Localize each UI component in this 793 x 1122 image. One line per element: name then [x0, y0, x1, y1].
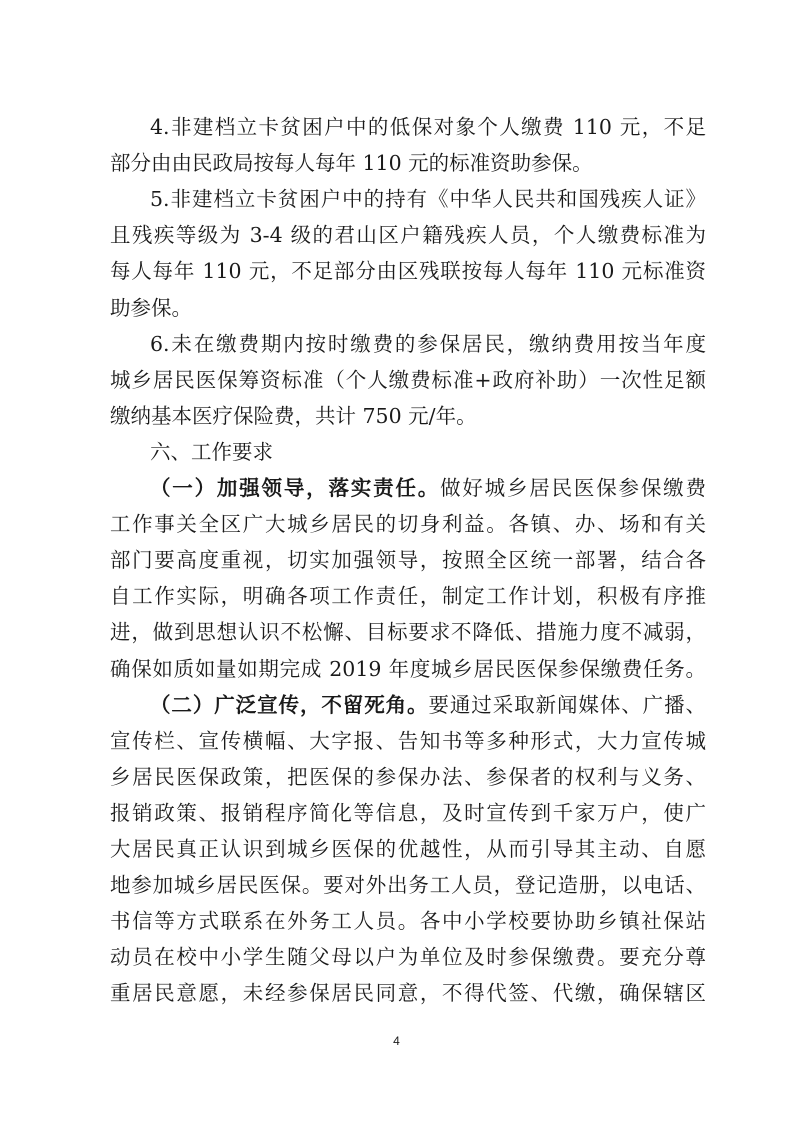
line-text: 部分由由民政局按每人每年 110 元的标准资助参保。 [110, 151, 593, 176]
line-text: 六、工作要求 [150, 439, 273, 464]
line-text: 5.非建档立卡贫困户中的持有《中华人民共和国残疾人证》 [150, 187, 706, 212]
line-text: 助参保。 [110, 295, 192, 320]
line-text: 自工作实际，明确各项工作责任，制定工作计划，积极有序推 [110, 584, 706, 609]
line-text: 确保如质如量如期完成 2019 年度城乡居民医保参保缴费任务。 [110, 656, 706, 681]
text-line [110, 109, 706, 145]
text-line [110, 217, 706, 253]
text-line [110, 542, 706, 578]
text-line [110, 145, 706, 181]
text-line [110, 362, 706, 398]
line-text: 大居民真正认识到城乡医保的优越性，从而引导其主动、自愿 [110, 837, 706, 861]
text-line [110, 903, 706, 939]
line-text: 且残疾等级为 3-4 级的君山区户籍残疾人员，个人缴费标准为 [110, 223, 706, 248]
line-text: 每人每年 110 元，不足部分由区残联按每人每年 110 元标准资 [110, 259, 706, 284]
page-number: 4 [393, 1034, 400, 1048]
text-line [110, 975, 706, 1011]
line-text: 进，做到思想认识不松懈、目标要求不降低、措施力度不减弱， [110, 620, 706, 645]
line-text: 城乡居民医保筹资标准（个人缴费标准+政府补助）一次性足额 [110, 367, 706, 392]
text-line [110, 795, 706, 831]
line-text: 动员在校中小学生随父母以户为单位及时参保缴费。要充分尊 [110, 945, 706, 970]
line-text: 重居民意愿，未经参保居民同意，不得代签、代缴，确保辖区 [110, 981, 706, 1006]
text-line [110, 326, 706, 362]
line-text: 报销政策、报销程序简化等信息，及时宣传到千家万户，使广 [110, 800, 706, 825]
text-line [110, 434, 706, 470]
line-text: 书信等方式联系在外务工人员。各中小学校要协助乡镇社保站 [110, 909, 706, 934]
line-text: 缴纳基本医疗保险费，共计 750 元/年。 [110, 403, 477, 428]
line-text: 4.非建档立卡贫困户中的低保对象个人缴费 110 元，不足 [150, 115, 706, 139]
line-text: 6.未在缴费期内按时缴费的参保居民，缴纳费用按当年度 [150, 331, 706, 356]
text-line [110, 181, 706, 217]
section-heading: （二）广泛宣传，不留死角。 [150, 692, 429, 717]
text-line [110, 578, 706, 614]
text-line [110, 470, 706, 506]
text-line [110, 939, 706, 975]
text-line [110, 290, 706, 326]
text-line [110, 867, 706, 903]
text-line [110, 687, 706, 723]
text-line [110, 253, 706, 289]
line-text: 地参加城乡居民医保。要对外出务工人员，登记造册，以电话、 [110, 873, 706, 898]
text-line [110, 398, 706, 434]
text-line [110, 614, 706, 650]
line-text: 宣传栏、宣传横幅、大字报、告知书等多种形式，大力宣传城 [110, 728, 706, 753]
text-line [110, 831, 706, 867]
line-text: 做好城乡居民医保参保缴费 [440, 476, 706, 500]
text-line [110, 759, 706, 795]
line-text: 工作事关全区广大城乡居民的切身利益。各镇、办、场和有关 [110, 512, 706, 537]
section-heading: （一）加强领导，落实责任。 [150, 476, 441, 500]
line-text: 乡居民医保政策，把医保的参保办法、参保者的权利与义务、 [110, 764, 706, 789]
text-line [110, 723, 706, 759]
text-line [110, 506, 706, 542]
line-text: 要通过采取新闻媒体、广播、 [428, 692, 707, 717]
line-text: 部门要高度重视，切实加强领导，按照全区统一部署，结合各 [110, 548, 706, 573]
text-line [110, 651, 706, 687]
